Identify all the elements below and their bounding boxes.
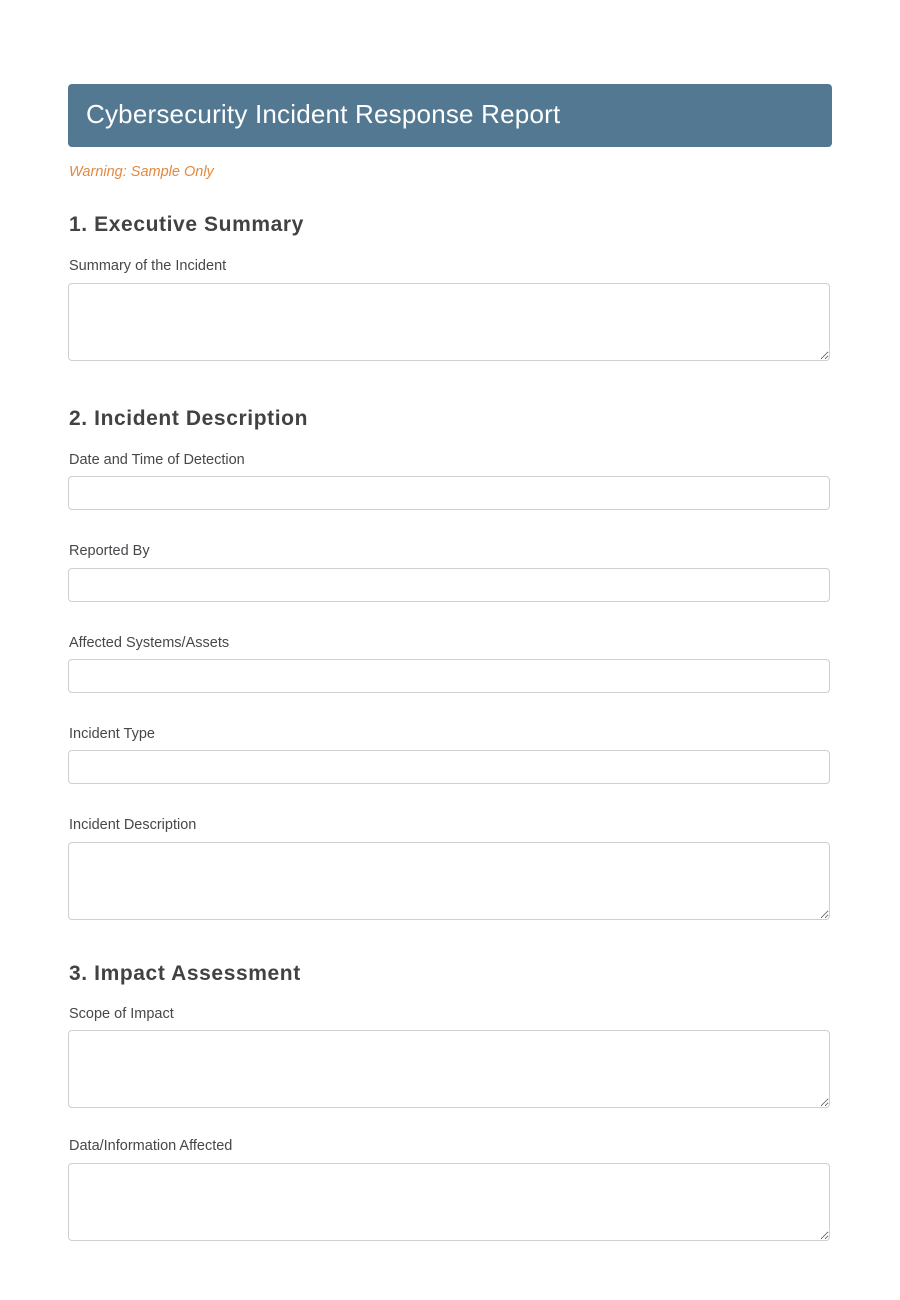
reported-by-input[interactable]	[68, 568, 830, 602]
label-incident-type: Incident Type	[69, 725, 155, 742]
sample-warning-note: Warning: Sample Only	[69, 163, 214, 180]
field-affected-systems-assets	[68, 635, 832, 693]
label-summary-of-the-incident: Summary of the Incident	[69, 258, 227, 275]
field-reported-by	[68, 543, 832, 601]
affected-systems-assets-input[interactable]	[68, 659, 830, 693]
section-title-incident-description: 2. Incident Description	[69, 406, 309, 430]
data-information-affected-textarea[interactable]	[68, 1163, 830, 1241]
page-title: Cybersecurity Incident Response Report	[86, 99, 561, 129]
scope-of-impact-textarea[interactable]	[68, 1030, 830, 1108]
incident-type-input[interactable]	[68, 750, 830, 784]
label-scope-of-impact: Scope of Impact	[69, 1005, 174, 1022]
label-data-information-affected: Data/Information Affected	[69, 1138, 233, 1155]
section-incident-description	[68, 406, 832, 920]
field-date-and-time-of-detection	[68, 452, 832, 510]
label-affected-systems-assets: Affected Systems/Assets	[69, 634, 230, 651]
section-executive-summary	[68, 212, 832, 361]
field-incident-type	[68, 726, 832, 784]
field-incident-description	[68, 817, 832, 919]
field-data-information-affected	[68, 1138, 832, 1240]
label-date-and-time-of-detection: Date and Time of Detection	[69, 451, 245, 468]
report-header-banner	[68, 84, 832, 147]
label-reported-by: Reported By	[69, 543, 150, 560]
date-and-time-of-detection-input[interactable]	[68, 476, 830, 510]
section-title-executive-summary: 1. Executive Summary	[69, 212, 304, 236]
section-impact-assessment	[68, 961, 832, 1241]
field-scope-of-impact	[68, 1006, 832, 1108]
section-title-impact-assessment: 3. Impact Assessment	[69, 961, 301, 985]
label-incident-description: Incident Description	[69, 817, 197, 834]
incident-description-textarea[interactable]	[68, 842, 830, 920]
summary-of-the-incident-textarea[interactable]	[68, 283, 830, 361]
field-summary-of-the-incident	[68, 258, 832, 360]
